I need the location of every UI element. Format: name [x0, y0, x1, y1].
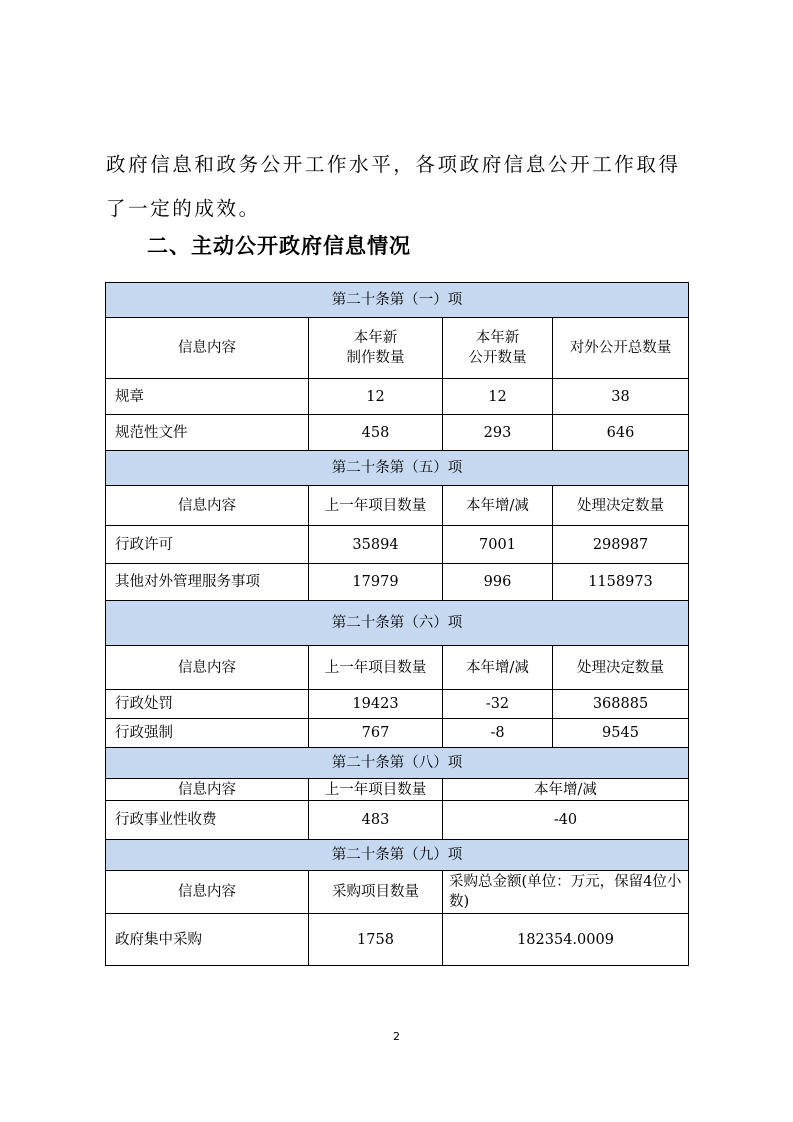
- info-disclosure-table: [105, 282, 689, 966]
- row-label: 行政强制: [106, 719, 309, 748]
- table-cell: 1758: [309, 914, 443, 966]
- row-label: 政府集中采购: [106, 914, 309, 966]
- table-cell: 767: [309, 719, 443, 748]
- table-row: [106, 914, 689, 966]
- table-cell: 368885: [553, 690, 689, 719]
- header-cell: 本年新 公开数量: [443, 318, 553, 379]
- table-cell: 1158973: [553, 564, 689, 601]
- table-cell: 293: [443, 415, 553, 451]
- section-title: 第二十条第（八）项: [106, 748, 689, 779]
- header-row: [106, 779, 689, 801]
- table-cell: 182354.0009: [443, 914, 689, 966]
- header-cell: 处理决定数量: [553, 646, 689, 690]
- row-label: 其他对外管理服务事项: [106, 564, 309, 601]
- row-label: 行政许可: [106, 526, 309, 564]
- table-cell: 996: [443, 564, 553, 601]
- header-cell: 上一年项目数量: [309, 486, 443, 526]
- header-cell: 上一年项目数量: [309, 646, 443, 690]
- body-paragraph: 政府信息和政务公开工作水平，各项政府信息公开工作取得了一定的成效。: [106, 153, 681, 220]
- table-row: [106, 719, 689, 748]
- section-title: 第二十条第（五）项: [106, 451, 689, 486]
- table-cell: 483: [309, 801, 443, 840]
- table-row: [106, 690, 689, 719]
- table-row: [106, 564, 689, 601]
- section-title: 第二十条第（六）项: [106, 601, 689, 646]
- table-row: [106, 526, 689, 564]
- section-heading: 二、主动公开政府信息情况: [147, 234, 411, 258]
- table-cell: 7001: [443, 526, 553, 564]
- header-cell: 本年新 制作数量: [309, 318, 443, 379]
- table-cell: 646: [553, 415, 689, 451]
- table-cell: 35894: [309, 526, 443, 564]
- table-cell: -8: [443, 719, 553, 748]
- header-cell: 信息内容: [106, 871, 309, 914]
- table-cell: 38: [553, 379, 689, 415]
- table-cell: -32: [443, 690, 553, 719]
- table-row: [106, 379, 689, 415]
- header-row: [106, 646, 689, 690]
- table-cell: -40: [443, 801, 689, 840]
- section-title: 第二十条第（九）项: [106, 840, 689, 871]
- header-row: [106, 486, 689, 526]
- header-cell: 对外公开总数量: [553, 318, 689, 379]
- header-cell: 信息内容: [106, 486, 309, 526]
- header-row: [106, 871, 689, 914]
- header-cell: 本年增/减: [443, 779, 689, 801]
- table-cell: 458: [309, 415, 443, 451]
- table-row: [106, 801, 689, 840]
- header-cell: 上一年项目数量: [309, 779, 443, 801]
- header-cell: 本年增/减: [443, 646, 553, 690]
- section-title-row: [106, 283, 689, 318]
- header-cell: 信息内容: [106, 779, 309, 801]
- row-label: 规范性文件: [106, 415, 309, 451]
- header-cell: 本年增/减: [443, 486, 553, 526]
- table-cell: 9545: [553, 719, 689, 748]
- row-label: 行政处罚: [106, 690, 309, 719]
- section-title-row: [106, 451, 689, 486]
- table-row: [106, 415, 689, 451]
- header-cell: 信息内容: [106, 318, 309, 379]
- section-title-row: [106, 601, 689, 646]
- header-row: [106, 318, 689, 379]
- row-label: 规章: [106, 379, 309, 415]
- header-cell: 采购项目数量: [309, 871, 443, 914]
- table-cell: 12: [443, 379, 553, 415]
- page-number: 2: [393, 1030, 400, 1043]
- section-title-row: [106, 840, 689, 871]
- section-title-row: [106, 748, 689, 779]
- header-cell: 采购总金额(单位：万元，保留4位小数): [443, 871, 689, 914]
- row-label: 行政事业性收费: [106, 801, 309, 840]
- table-cell: 298987: [553, 526, 689, 564]
- table-cell: 19423: [309, 690, 443, 719]
- table-cell: 12: [309, 379, 443, 415]
- header-cell: 信息内容: [106, 646, 309, 690]
- table-cell: 17979: [309, 564, 443, 601]
- header-cell: 处理决定数量: [553, 486, 689, 526]
- section-title: 第二十条第（一）项: [106, 283, 689, 318]
